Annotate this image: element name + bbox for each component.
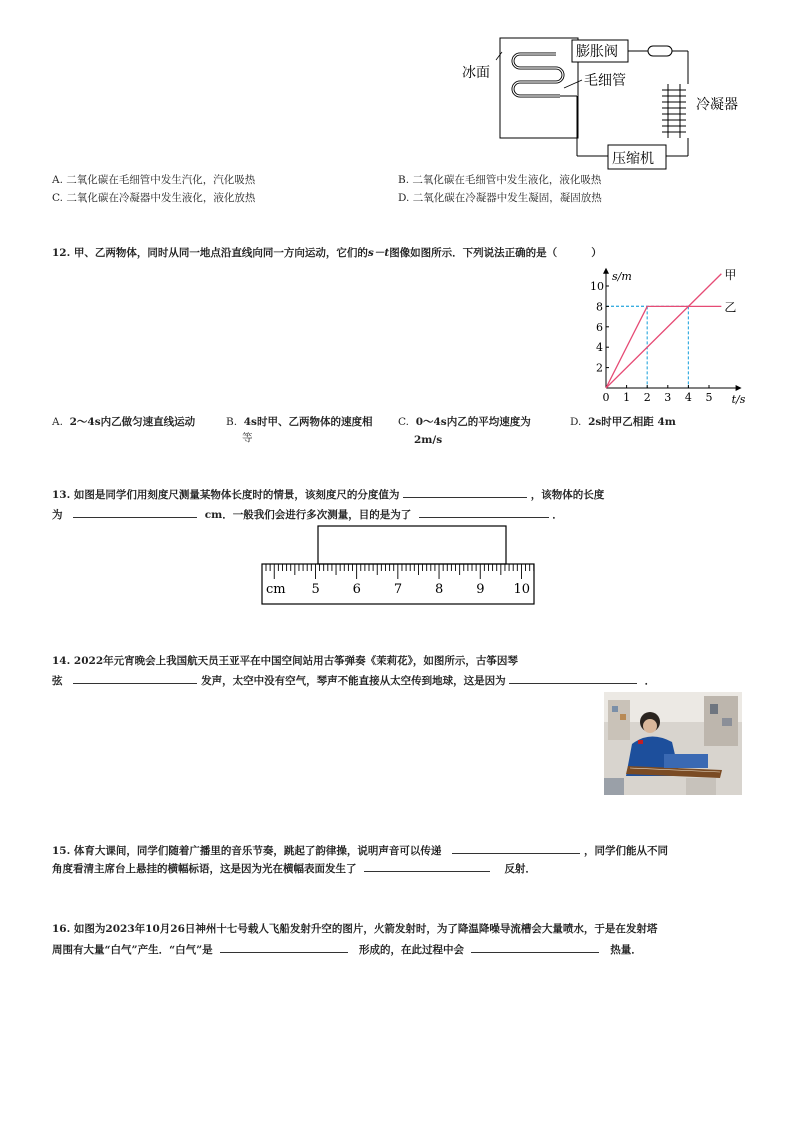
space-station-photo <box>604 692 742 795</box>
q11-option-d: D. 二氧化碳在冷凝器中发生凝固，凝固放热 <box>398 192 602 204</box>
y-tick-label-2: 2 <box>596 361 603 375</box>
capillary-coil <box>513 54 563 96</box>
ruler-label-6: 6 <box>352 582 361 597</box>
q13-blank-1[interactable] <box>403 487 527 498</box>
q14-line2: 弦 发声，太空中没有空气，琴声不能直接从太空传到地球，这是因为 ． <box>52 675 656 687</box>
q11-option-a: A. 二氧化碳在毛细管中发生汽化，汽化吸热 <box>52 174 256 186</box>
measured-object <box>318 526 506 564</box>
y-axis-arrow <box>603 268 609 274</box>
q16-blank-1[interactable] <box>220 942 348 953</box>
q12-option-c: C. 0～4s内乙的平均速度为 <box>398 416 531 428</box>
condenser-coil <box>662 84 686 138</box>
q15-line2: 角度看清主席台上悬挂的横幅标语，这是因为光在横幅表面发生了 反射． <box>52 863 536 875</box>
q12-option-c-cont: 2m/s <box>414 434 443 446</box>
x-axis-arrow <box>736 385 742 391</box>
q13-line1: 13. 如图是同学们用刻度尺测量某物体长度时的情景，该刻度尺的分度值为 ，该物体的长度 <box>52 489 605 501</box>
q14-blank-2[interactable] <box>509 673 637 684</box>
series-line-1 <box>606 274 721 388</box>
q12-option-b: B. 4s时甲、乙两物体的速度相 <box>226 416 373 428</box>
q16-line1: 16. 如图为2023年10月26日神州十七号载人飞船发射升空的图片，火箭发射时，为了降温降噪导流槽会大量喷水，于是在发射塔 <box>52 923 658 935</box>
q13-blank-3[interactable] <box>419 507 549 518</box>
series-label-1: 甲 <box>724 267 737 282</box>
q16-line2: 周围有大量“白气”产生．“白气”是 形成的，在此过程中会 热量． <box>52 944 642 956</box>
ruler-unit: cm <box>266 582 286 597</box>
q12-option-b-cont: 等 <box>242 432 253 444</box>
ruler-label-5: 5 <box>311 582 320 597</box>
x-tick-label-3: 3 <box>664 391 672 404</box>
q12-stem: 12. 甲、乙两物体，同时从同一地点沿直线向同一方向运动，它们的s－t图像如图所示．下列说法正确的是（ ） <box>52 247 602 259</box>
x-tick-label-5: 5 <box>705 391 713 404</box>
ice-face-label: 冰面 <box>462 65 490 81</box>
condenser-label: 冷凝器 <box>696 97 738 113</box>
ruler-ticks <box>266 564 534 579</box>
y-tick-label-8: 8 <box>596 300 603 314</box>
q13-line2: 为 cm．一般我们会进行多次测量，目的是为了 ． <box>52 509 563 521</box>
q13-blank-2[interactable] <box>73 507 197 518</box>
q14-blank-1[interactable] <box>73 673 197 684</box>
ruler-label-9: 9 <box>476 582 485 597</box>
expansion-valve-label: 膨胀阀 <box>576 44 618 60</box>
q12-option-d: D. 2s时甲乙相距 4m <box>570 416 676 428</box>
q11-option-c: C. 二氧化碳在冷凝器中发生液化，液化放热 <box>52 192 256 204</box>
s-t-chart <box>585 266 750 408</box>
q12-option-a: A. 2～4s内乙做匀速直线运动 <box>52 416 196 428</box>
x-tick-label-1: 1 <box>623 391 631 404</box>
q14-line1: 14. 2022年元宵晚会上我国航天员王亚平在中国空间站用古筝弹奏《茉莉花》，如图所示，古筝因琴 <box>52 655 518 667</box>
series-label-2: 乙 <box>724 300 737 315</box>
q15-blank-2[interactable] <box>364 861 490 872</box>
q16-blank-2[interactable] <box>471 942 599 953</box>
ruler-diagram <box>258 523 538 607</box>
compressor-label: 压缩机 <box>612 151 654 167</box>
q15-blank-1[interactable] <box>452 843 580 854</box>
y-tick-label-10: 10 <box>590 280 604 293</box>
x-tick-label-2: 2 <box>643 391 651 404</box>
y-tick-label-6: 6 <box>596 320 603 334</box>
q11-option-b: B. 二氧化碳在毛细管中发生液化，液化吸热 <box>398 174 602 186</box>
refrigeration-diagram <box>460 30 760 180</box>
ruler-labels <box>311 582 530 597</box>
ruler-label-8: 8 <box>435 582 444 597</box>
capillary-label: 毛细管 <box>584 73 626 89</box>
series-line-2 <box>606 306 721 388</box>
ruler-label-7: 7 <box>393 582 403 597</box>
ruler-label-10: 10 <box>513 582 530 597</box>
y-tick-label-4: 4 <box>596 341 603 355</box>
x-tick-label-0: 0 <box>602 391 610 404</box>
y-axis-label: s/m <box>612 270 632 283</box>
q15-line1: 15. 体育大课间，同学们随着广播里的音乐节奏，跳起了韵律操，说明声音可以传递 ，同学们能从不同 <box>52 845 669 857</box>
x-tick-label-4: 4 <box>684 391 692 404</box>
x-axis-label: t/s <box>731 393 746 406</box>
